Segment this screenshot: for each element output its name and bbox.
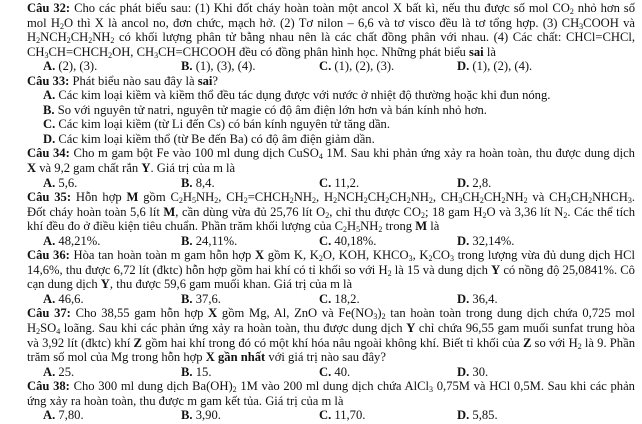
question-number: Câu 35: xyxy=(27,190,72,205)
question-stem xyxy=(27,146,635,175)
option-d[interactable]: D. 32,14%. xyxy=(457,233,515,248)
question-stem xyxy=(27,74,635,89)
question-number: Câu 36: xyxy=(27,248,70,263)
option-a[interactable]: A. 7,80. xyxy=(43,408,84,423)
question-number: Câu 32: xyxy=(27,1,71,15)
option-c[interactable]: C. 18,2. xyxy=(319,291,360,306)
question-number: Câu 33: xyxy=(27,73,70,88)
question-text: Cho các phát biểu sau: (1) Khi đốt cháy hoàn toàn một ancol X bất kì, nếu thu được số mol $CO_2$ nhỏ hơn số mol $H_2O$ thì X là ancol no, đơn chức, mạch hở. (2) Tơ nilon – 6,6 và tơ visco đều là tơ tổng hợp. (3) $CH_3COOH$ và $H_2NCH_2CH_2NH_2$ có khối lượng phân tử bằng nhau nên là các chất đồng phân với nhau. (4) Các chất: CHCl=CHCl, $CH_3CH=CHCH_2OH$, $CH_3CH=CHCOOH$ đều có đồng phân hình học. Những phát biểu sai là xyxy=(27,1,635,60)
option-d[interactable]: D. 2,8. xyxy=(457,175,492,190)
question-text: Cho m gam bột Fe vào 100 ml dung dịch CuSO$_4$ 1M. Sau khi phản ứng xảy ra hoàn toàn, thu được dung dịch X và 9,2 gam chất rắn Y. Giá trị của m là xyxy=(27,146,635,176)
question-text: Hòa tan hoàn toàn m gam hỗn hợp X gồm K, $K_2O$, KOH, $KHCO_3$, $K_2CO_3$ trong lượng vừa đủ dung dịch HCl 14,6%, thu được 6,72 lít (đktc) hỗn hợp gồm hai khí có tỉ khối so với $H_2$ là 15 và dung dịch Y có nồng độ 25,0841%. Cô cạn dung dịch Y, thu được 59,6 gam muối khan. Giá trị của m là xyxy=(27,248,635,292)
question-number: Câu 38: xyxy=(27,379,70,394)
option-a[interactable]: A. Các kim loại kiềm và kiềm thổ đều tác dụng được với nước ở nhiệt độ thường hoặc khi đun nóng. xyxy=(43,88,551,103)
question-35 xyxy=(27,190,635,248)
option-a[interactable]: A. 48,21%. xyxy=(43,233,101,248)
option-d[interactable]: D. Các kim loại kiềm thổ (từ Be đến Ba) có độ âm điện giảm dần. xyxy=(43,131,375,146)
option-a[interactable]: A. 25. xyxy=(43,364,75,379)
question-number: Câu 37: xyxy=(27,306,71,321)
option-c[interactable]: C. 11,70. xyxy=(319,408,366,423)
question-text: Cho 38,55 gam hỗn hợp X gồm Mg, Al, ZnO và $Fe(NO_3)_2$ tan hoàn toàn trong dung dịch chứa 0,725 mol $H_2SO_4$ loãng. Sau khi các phản ứng xảy ra hoàn toàn, thu được dung dịch Y chỉ chứa 96,55 gam muối sunfat trung hòa và 3,92 lít (đktc) khí Z gồm hai khí trong đó có một khí hóa nâu ngoài không khí. Biết tỉ khối của Z so với $H_2$ là 9. Phần trăm số mol của Mg trong hỗn hợp X gần nhất với giá trị nào sau đây? xyxy=(27,306,636,365)
option-a[interactable]: A. 46,6. xyxy=(43,291,84,306)
option-c[interactable]: C. Các kim loại kiềm (từ Li đến Cs) có bán kính nguyên tử tăng dần. xyxy=(43,117,390,132)
question-text: Hỗn hợp M gồm $C_2H_5NH_2$, $CH_2=CHCH_2NH_2$, $H_2NCH_2CH_2CH_2NH_2$, $CH_3CH_2CH_2NH_2$ và $CH_3CH_2NHCH_3$. Đốt cháy hoàn toàn 5,6 lít M, cần dùng vừa đủ 25,76 lít $O_2$, chỉ thu được $CO_2$; 18 gam $H_2O$ và 3,36 lít $N_2$. Các thể tích khí đều đo ở điều kiện tiêu chuẩn. Phần trăm khối lượng của $C_2H_5NH_2$ trong M là xyxy=(27,190,636,235)
question-34 xyxy=(27,146,635,190)
answer-options xyxy=(27,365,635,380)
answer-options xyxy=(27,176,635,191)
option-d[interactable]: D. 30. xyxy=(457,364,489,379)
option-c[interactable]: C. 11,2. xyxy=(319,175,360,190)
answer-options xyxy=(27,234,635,249)
question-38 xyxy=(27,379,635,423)
answer-options xyxy=(27,292,635,307)
option-c[interactable]: C. 40,18%. xyxy=(319,233,377,248)
question-33 xyxy=(27,74,635,147)
question-stem xyxy=(27,306,635,364)
question-stem xyxy=(27,1,635,59)
question-32 xyxy=(27,1,635,74)
question-stem xyxy=(27,379,635,408)
question-text: Phát biểu nào sau đây là sai? xyxy=(72,73,219,88)
answer-options xyxy=(27,59,635,74)
question-text: Cho 300 ml dung dịch $Ba(OH)_2$ 1M vào 200 ml dung dịch chứa AlCl$_3$ 0,75M và HCl 0,5M. Sau khi các phản ứng xảy ra hoàn toàn, thu được m gam kết tủa. Giá trị của m là xyxy=(27,379,635,408)
option-b[interactable]: B. 15. xyxy=(181,364,212,379)
option-b[interactable]: B. 37,6. xyxy=(181,291,221,306)
answer-options xyxy=(27,408,635,423)
option-b[interactable]: B. 3,90. xyxy=(181,408,221,423)
option-b[interactable]: B. So với nguyên tử natri, nguyên tử magie có độ âm điện lớn hơn và bán kính nhỏ hơn. xyxy=(43,102,487,117)
question-stem xyxy=(27,190,635,234)
option-c[interactable]: C. (1), (2), (3). xyxy=(319,59,395,74)
option-d[interactable]: D. (1), (2), (4). xyxy=(457,59,533,74)
option-a[interactable]: A. (2), (3). xyxy=(43,59,98,74)
question-37 xyxy=(27,306,635,379)
question-number: Câu 34: xyxy=(27,146,70,161)
option-a[interactable]: A. 5,6. xyxy=(43,175,78,190)
question-stem xyxy=(27,248,635,292)
option-b[interactable]: B. 8,4. xyxy=(181,175,215,190)
option-d[interactable]: D. 36,4. xyxy=(457,291,498,306)
option-c[interactable]: C. 40. xyxy=(319,364,351,379)
option-d[interactable]: D. 5,85. xyxy=(457,408,498,423)
option-b[interactable]: B. 24,11%. xyxy=(181,233,238,248)
exam-page xyxy=(27,1,635,423)
option-b[interactable]: B. (1), (3), (4). xyxy=(181,59,256,74)
question-36 xyxy=(27,248,635,306)
